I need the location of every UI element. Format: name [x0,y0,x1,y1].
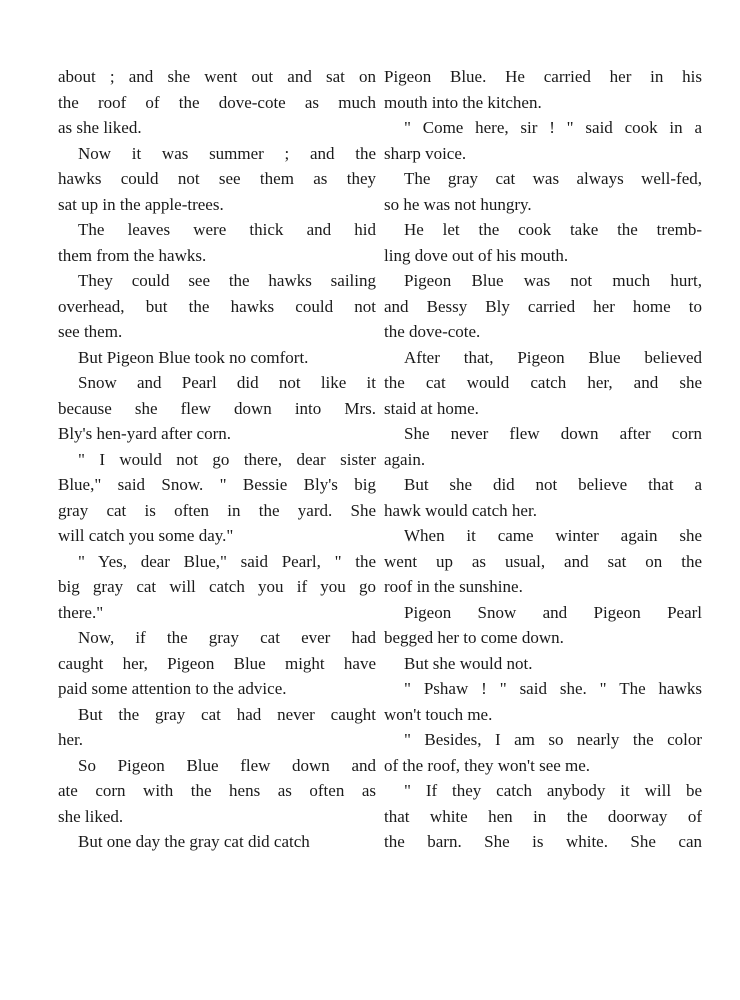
text-line: will catch you some day." [58,526,234,545]
text-line: Pigeon Blue. He carried her in his [384,67,702,86]
text-line: see them. [58,322,123,341]
text-line: She never flew down after corn [404,424,702,443]
text-line: Snow and Pearl did not like it [78,373,376,392]
right-text-column [384,64,702,855]
text-line: won't touch me. [384,704,493,724]
text-line: " Besides, I am so nearly the color [404,730,702,749]
text-line: staid at home. [384,398,479,418]
text-line: went up as usual, and sat on the [384,551,702,571]
text-line: gray cat is often in the yard. She [58,500,376,520]
text-line: there." [58,602,104,622]
text-line: overhead, but the hawks could not [58,296,376,316]
text-line: sharp voice. [384,143,467,163]
text-line: " Yes, dear Blue," said Pearl, " the [78,551,376,571]
text-line: " Come here, sir ! " said cook in a [404,118,702,137]
text-line: The leaves were thick and hid [78,220,376,239]
text-line: sat up in the apple-trees. [58,194,224,214]
text-line: " Pshaw ! " said she. " The hawks [404,679,702,698]
text-line: them from the hawks. [58,245,207,265]
text-line: because she flew down into Mrs. [58,398,376,418]
text-line: again. [384,449,426,469]
text-line: as she liked. [58,118,142,137]
text-line: When it came winter again she [404,526,702,545]
text-line: But she did not believe that a [404,475,702,494]
text-line: ate corn with the hens as often as [58,781,376,800]
text-line: After that, Pigeon Blue believed [404,347,702,367]
text-line: ling dove out of his mouth. [384,245,569,265]
text-line: Blue," said Snow. " Bessie Bly's big [58,475,376,494]
text-line: of the roof, they won't see me. [384,755,591,775]
text-line: Now it was summer ; and the [78,143,376,163]
left-text-column [58,64,376,855]
text-line: Now, if the gray cat ever had [78,628,376,647]
text-line: But the gray cat had never caught [78,704,376,724]
text-line: paid some attention to the advice. [58,679,287,698]
text-line: caught her, Pigeon Blue might have [58,653,376,673]
text-line: mouth into the kitchen. [384,92,542,112]
text-line: big gray cat will catch you if you go [58,577,376,596]
text-line: But she would not. [404,653,533,673]
text-line: Pigeon Blue was not much hurt, [404,271,702,290]
text-line: So Pigeon Blue flew down and [78,755,376,775]
text-line: she liked. [58,806,124,826]
text-line: the cat would catch her, and she [384,373,702,392]
text-line: her. [58,730,84,749]
text-line: But Pigeon Blue took no comfort. [78,347,309,367]
text-line: Bly's hen-yard after corn. [58,424,231,443]
text-line: Pigeon Snow and Pigeon Pearl [404,602,702,622]
text-line: They could see the hawks sailing [78,271,376,290]
text-line: begged her to come down. [384,628,564,647]
text-line: the barn. She is white. She can [384,832,702,851]
text-line: He let the cook take the tremb- [404,220,702,239]
text-line: hawk would catch her. [384,500,537,520]
text-line: about ; and she went out and sat on [58,67,376,86]
text-line: roof in the sunshine. [384,577,523,596]
text-line: the dove-cote. [384,322,481,341]
text-line: so he was not hungry. [384,194,532,214]
text-line: " If they catch anybody it will be [404,781,702,800]
text-line: the roof of the dove-cote as much [58,92,376,112]
text-line: that white hen in the doorway of [384,806,702,826]
text-line: But one day the gray cat did catch [78,832,310,851]
text-line: The gray cat was always well-fed, [404,169,702,188]
text-line: " I would not go there, dear sister [78,449,376,469]
text-line: and Bessy Bly carried her home to [384,296,702,316]
text-line: hawks could not see them as they [58,169,376,188]
